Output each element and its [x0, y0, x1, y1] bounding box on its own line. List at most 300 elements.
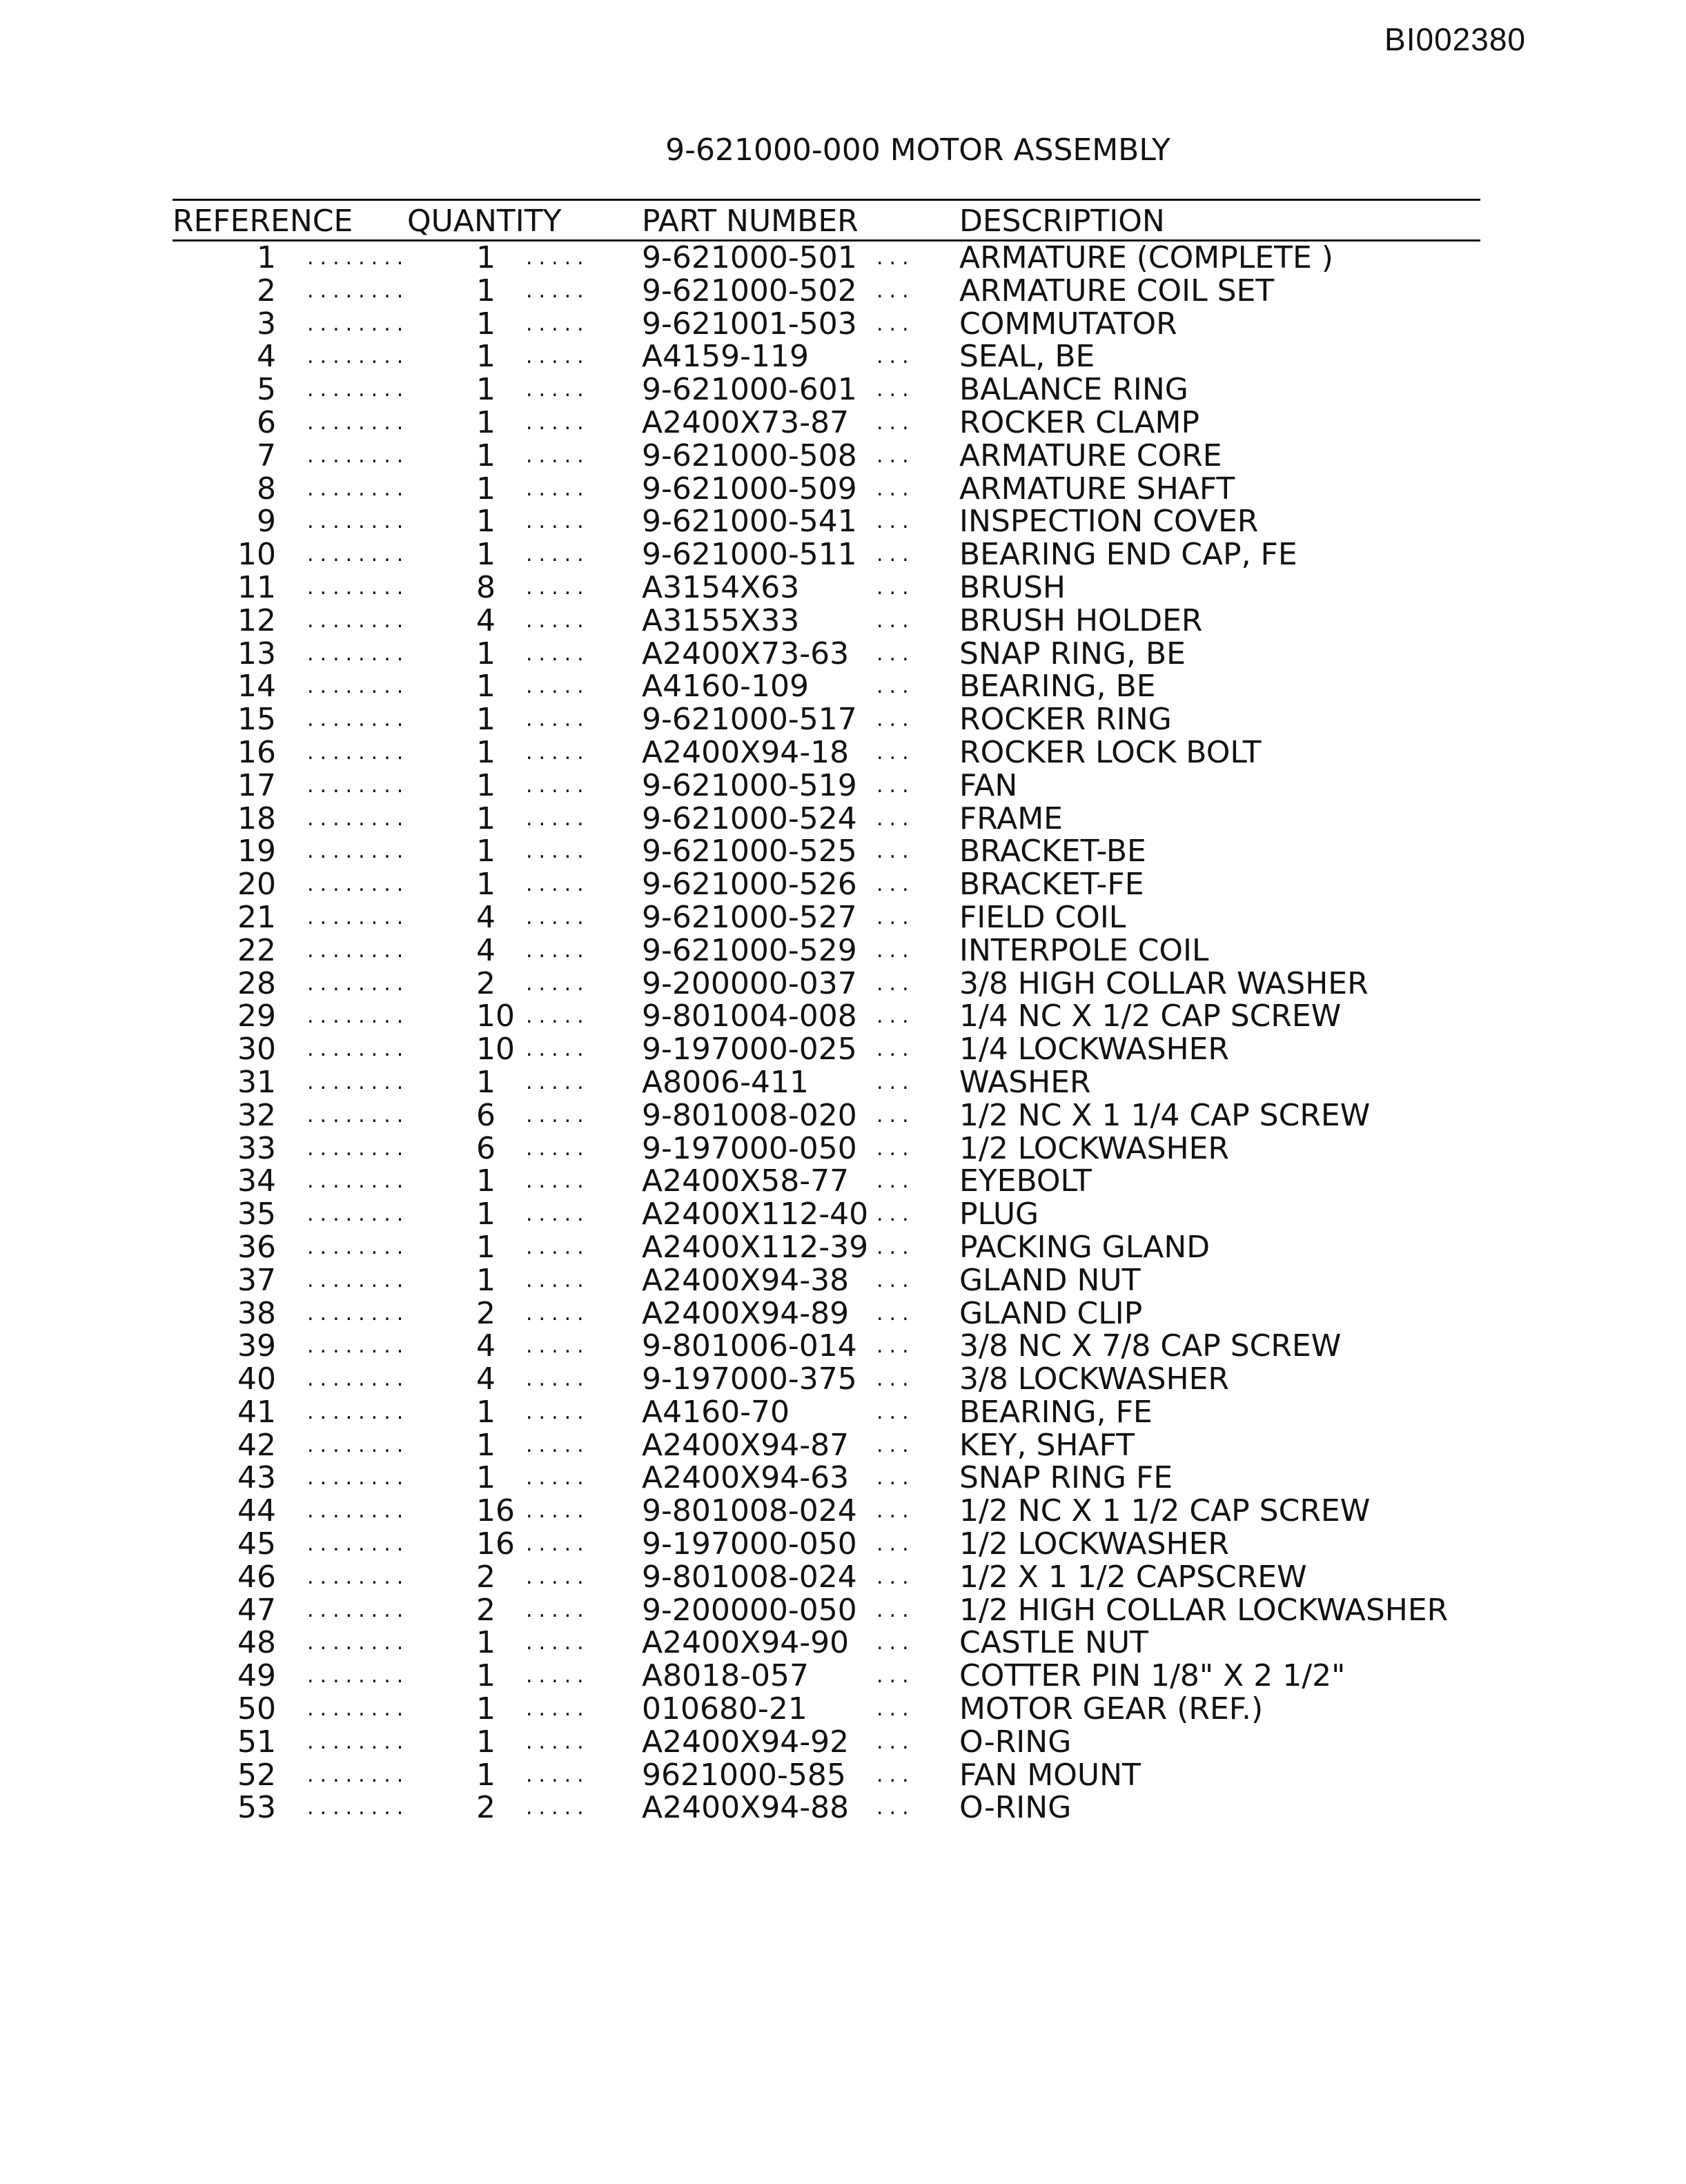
part-number-cell: 9-621000-502 — [642, 273, 857, 308]
part-number-cell: 9-621000-526 — [642, 867, 857, 903]
part-number-cell: 9-621000-527 — [642, 899, 857, 935]
dot-leader: ... — [876, 1664, 915, 1689]
dot-leader: ........ — [307, 1070, 410, 1094]
dot-leader: ..... — [526, 1334, 590, 1359]
reference-cell: 2 — [257, 273, 276, 308]
description-cell: ARMATURE SHAFT — [959, 471, 1235, 506]
reference-cell: 45 — [237, 1526, 276, 1562]
description-cell: ARMATURE CORE — [959, 437, 1222, 473]
table-row — [173, 437, 1480, 473]
dot-leader: ..... — [526, 1466, 590, 1491]
table-row — [173, 373, 1480, 406]
dot-leader: ..... — [526, 542, 590, 567]
quantity-cell: 1 — [476, 734, 496, 770]
reference-cell: 32 — [237, 1097, 276, 1133]
reference-cell: 9 — [257, 504, 276, 540]
part-number-cell: 9-621001-503 — [642, 306, 857, 342]
dot-leader: ..... — [526, 707, 590, 732]
header-reference: REFERENCE — [173, 204, 353, 239]
dot-leader: ..... — [526, 311, 590, 336]
description-cell: 1/4 LOCKWASHER — [959, 1032, 1229, 1068]
dot-leader: ........ — [307, 278, 410, 303]
dot-leader: ... — [876, 311, 915, 336]
table-row — [173, 736, 1480, 769]
dot-leader: ... — [876, 1301, 915, 1326]
description-cell: PACKING GLAND — [959, 1229, 1210, 1265]
dot-leader: ..... — [526, 1136, 590, 1161]
quantity-cell: 2 — [476, 965, 496, 1001]
part-number-cell: 9621000-585 — [642, 1757, 846, 1793]
parts-table — [173, 199, 1480, 1824]
description-cell: FAN — [959, 767, 1018, 803]
table-row — [173, 604, 1480, 638]
quantity-cell: 1 — [476, 1163, 496, 1199]
table-row — [173, 967, 1480, 1001]
table-row — [173, 1297, 1480, 1330]
dot-leader: ..... — [526, 1004, 590, 1029]
description-cell: BALANCE RING — [959, 372, 1188, 408]
description-cell: 3/8 HIGH COLLAR WASHER — [959, 965, 1369, 1001]
description-cell: ROCKER CLAMP — [959, 404, 1199, 440]
description-cell: COTTER PIN 1/8" X 2 1/2" — [959, 1658, 1346, 1694]
quantity-cell: 6 — [476, 1097, 496, 1133]
dot-leader: ........ — [307, 476, 410, 501]
quantity-cell: 1 — [476, 372, 496, 408]
dot-leader: ... — [876, 1433, 915, 1457]
dot-leader: ... — [876, 773, 915, 798]
part-number-cell: A2400X94-87 — [642, 1427, 850, 1463]
description-cell: INSPECTION COVER — [959, 504, 1259, 540]
table-row — [173, 638, 1480, 671]
part-number-cell: A2400X94-92 — [642, 1724, 850, 1760]
header-quantity: QUANTITY — [407, 204, 562, 239]
quantity-cell: 1 — [476, 537, 496, 573]
dot-leader: ... — [876, 1234, 915, 1259]
reference-cell: 38 — [237, 1295, 276, 1331]
reference-cell: 42 — [237, 1427, 276, 1463]
quantity-cell: 16 — [476, 1493, 515, 1529]
part-number-cell: A2400X94-18 — [642, 734, 850, 770]
dot-leader: ........ — [307, 1234, 410, 1259]
dot-leader: ... — [876, 278, 915, 303]
dot-leader: ..... — [526, 344, 590, 369]
table-row — [173, 800, 1480, 836]
quantity-cell: 1 — [476, 1394, 496, 1430]
header-description: DESCRIPTION — [959, 204, 1165, 239]
dot-leader: ..... — [526, 839, 590, 864]
dot-leader: ... — [876, 707, 915, 732]
dot-leader: ........ — [307, 839, 410, 864]
dot-leader: ........ — [307, 1433, 410, 1457]
quantity-cell: 1 — [476, 339, 496, 375]
part-number-cell: A2400X112-40 — [642, 1197, 869, 1232]
quantity-cell: 4 — [476, 602, 496, 638]
description-cell: KEY, SHAFT — [959, 1427, 1135, 1463]
dot-leader: ... — [876, 1334, 915, 1359]
table-row — [173, 1330, 1480, 1363]
dot-leader: ... — [876, 1070, 915, 1094]
description-cell: GLAND NUT — [959, 1262, 1141, 1298]
dot-leader: ..... — [526, 1234, 590, 1259]
dot-leader: ... — [876, 575, 915, 600]
part-number-cell: 9-621000-508 — [642, 437, 857, 473]
dot-leader: ..... — [526, 938, 590, 963]
dot-leader: ... — [876, 1796, 915, 1820]
quantity-cell: 2 — [476, 1295, 496, 1331]
quantity-cell: 4 — [476, 899, 496, 935]
dot-leader: ........ — [307, 707, 410, 732]
dot-leader: ........ — [307, 1004, 410, 1029]
dot-leader: ........ — [307, 1367, 410, 1392]
dot-leader: ..... — [526, 1564, 590, 1589]
part-number-cell: A2400X94-88 — [642, 1790, 850, 1826]
dot-leader: ..... — [526, 1729, 590, 1754]
dot-leader: ........ — [307, 377, 410, 402]
table-row — [173, 505, 1480, 538]
reference-cell: 47 — [237, 1592, 276, 1628]
dot-leader: ..... — [526, 740, 590, 765]
dot-leader: ... — [876, 1268, 915, 1292]
reference-cell: 40 — [237, 1361, 276, 1397]
description-cell: ARMATURE COIL SET — [959, 273, 1275, 308]
dot-leader: ... — [876, 542, 915, 567]
quantity-cell: 1 — [476, 1691, 496, 1727]
description-cell: BRACKET-FE — [959, 867, 1144, 903]
reference-cell: 1 — [257, 240, 276, 275]
description-cell: WASHER — [959, 1064, 1091, 1100]
description-cell: SNAP RING FE — [959, 1460, 1173, 1496]
dot-leader: ........ — [307, 1399, 410, 1424]
dot-leader: ... — [876, 1367, 915, 1392]
dot-leader: ..... — [526, 509, 590, 534]
table-row — [173, 340, 1480, 373]
dot-leader: ..... — [526, 246, 590, 270]
dot-leader: ..... — [526, 1664, 590, 1689]
part-number-cell: 9-621000-509 — [642, 471, 857, 506]
part-number-cell: 9-197000-050 — [642, 1130, 857, 1166]
dot-leader: ... — [876, 1532, 915, 1557]
dot-leader: ... — [876, 1169, 915, 1194]
reference-cell: 30 — [237, 1032, 276, 1068]
dot-leader: ..... — [526, 674, 590, 699]
table-row — [173, 1495, 1480, 1528]
dot-leader: ........ — [307, 905, 410, 929]
quantity-cell: 2 — [476, 1790, 496, 1826]
dot-leader: ..... — [526, 1796, 590, 1820]
table-row — [173, 1231, 1480, 1264]
dot-leader: ..... — [526, 1103, 590, 1128]
dot-leader: ... — [876, 476, 915, 501]
quantity-cell: 4 — [476, 1328, 496, 1364]
table-row — [173, 1429, 1480, 1462]
dot-leader: ........ — [307, 311, 410, 336]
reference-cell: 46 — [237, 1559, 276, 1595]
part-number-cell: 9-621000-501 — [642, 240, 857, 275]
quantity-cell: 6 — [476, 1130, 496, 1166]
quantity-cell: 4 — [476, 932, 496, 968]
quantity-cell: 1 — [476, 306, 496, 342]
dot-leader: ..... — [526, 1301, 590, 1326]
reference-cell: 43 — [237, 1460, 276, 1496]
dot-leader: ..... — [526, 1202, 590, 1227]
description-cell: BEARING, FE — [959, 1394, 1153, 1430]
table-row — [173, 1693, 1480, 1726]
description-cell: 1/2 X 1 1/2 CAPSCREW — [959, 1559, 1307, 1595]
dot-leader: ........ — [307, 938, 410, 963]
dot-leader: ... — [876, 1004, 915, 1029]
dot-leader: ... — [876, 1762, 915, 1787]
description-cell: 1/2 LOCKWASHER — [959, 1526, 1229, 1562]
reference-cell: 48 — [237, 1625, 276, 1661]
dot-leader: ..... — [526, 278, 590, 303]
description-cell: ARMATURE (COMPLETE ) — [959, 240, 1333, 275]
description-cell: PLUG — [959, 1197, 1039, 1232]
dot-leader: ........ — [307, 509, 410, 534]
part-number-cell: 9-621000-511 — [642, 537, 857, 573]
quantity-cell: 1 — [476, 702, 496, 738]
dot-leader: ... — [876, 1466, 915, 1491]
description-cell: 1/2 NC X 1 1/2 CAP SCREW — [959, 1493, 1371, 1529]
reference-cell: 14 — [237, 669, 276, 705]
quantity-cell: 1 — [476, 1724, 496, 1760]
quantity-cell: 1 — [476, 1427, 496, 1463]
dot-leader: ........ — [307, 1202, 410, 1227]
dot-leader: ........ — [307, 410, 410, 435]
quantity-cell: 1 — [476, 404, 496, 440]
quantity-cell: 8 — [476, 569, 496, 605]
part-number-cell: A2400X58-77 — [642, 1163, 850, 1199]
table-row — [173, 1066, 1480, 1099]
reference-cell: 53 — [237, 1790, 276, 1826]
table-header — [173, 199, 1480, 242]
reference-cell: 10 — [237, 537, 276, 573]
dot-leader: ..... — [526, 1697, 590, 1722]
dot-leader: ... — [876, 1564, 915, 1589]
table-row — [173, 308, 1480, 341]
dot-leader: ... — [876, 443, 915, 468]
dot-leader: ........ — [307, 971, 410, 996]
table-row — [173, 275, 1480, 308]
table-row — [173, 703, 1480, 736]
reference-cell: 8 — [257, 471, 276, 506]
table-row — [173, 406, 1480, 440]
table-row — [173, 1726, 1480, 1759]
dot-leader: ... — [876, 1399, 915, 1424]
dot-leader: ........ — [307, 641, 410, 666]
reference-cell: 37 — [237, 1262, 276, 1298]
dot-leader: ... — [876, 1499, 915, 1524]
reference-cell: 28 — [237, 965, 276, 1001]
description-cell: MOTOR GEAR (REF.) — [959, 1691, 1264, 1727]
table-row — [173, 538, 1480, 571]
description-cell: FRAME — [959, 800, 1063, 836]
description-cell: FIELD COIL — [959, 899, 1126, 935]
part-number-cell: 9-621000-529 — [642, 932, 857, 968]
dot-leader: ........ — [307, 1796, 410, 1820]
table-body — [173, 242, 1480, 1824]
dot-leader: ..... — [526, 1070, 590, 1094]
quantity-cell: 1 — [476, 504, 496, 540]
description-cell: 1/4 NC X 1/2 CAP SCREW — [959, 998, 1342, 1034]
part-number-cell: A4160-70 — [642, 1394, 790, 1430]
description-cell: 3/8 LOCKWASHER — [959, 1361, 1229, 1397]
reference-cell: 12 — [237, 602, 276, 638]
reference-cell: 39 — [237, 1328, 276, 1364]
part-number-cell: A8006-411 — [642, 1064, 809, 1100]
reference-cell: 29 — [237, 998, 276, 1034]
dot-leader: ..... — [526, 641, 590, 666]
reference-cell: 33 — [237, 1130, 276, 1166]
reference-cell: 41 — [237, 1394, 276, 1430]
table-row — [173, 1099, 1480, 1132]
table-row — [173, 769, 1480, 803]
quantity-cell: 2 — [476, 1592, 496, 1628]
dot-leader: ..... — [526, 1499, 590, 1524]
part-number-cell: 9-621000-524 — [642, 800, 857, 836]
dot-leader: ... — [876, 1202, 915, 1227]
dot-leader: ..... — [526, 443, 590, 468]
reference-cell: 17 — [237, 767, 276, 803]
table-row — [173, 1462, 1480, 1495]
table-row — [173, 1528, 1480, 1561]
description-cell: 1/2 HIGH COLLAR LOCKWASHER — [959, 1592, 1449, 1628]
quantity-cell: 16 — [476, 1526, 515, 1562]
dot-leader: ... — [876, 410, 915, 435]
reference-cell: 13 — [237, 636, 276, 671]
part-number-cell: 010680-21 — [642, 1691, 807, 1727]
part-number-cell: 9-621000-517 — [642, 702, 857, 738]
quantity-cell: 1 — [476, 1197, 496, 1232]
part-number-cell: 9-200000-050 — [642, 1592, 857, 1628]
dot-leader: ... — [876, 1037, 915, 1062]
reference-cell: 34 — [237, 1163, 276, 1199]
dot-leader: ........ — [307, 1136, 410, 1161]
dot-leader: ........ — [307, 1334, 410, 1359]
dot-leader: ... — [876, 740, 915, 765]
quantity-cell: 1 — [476, 669, 496, 705]
reference-cell: 5 — [257, 372, 276, 408]
table-row — [173, 670, 1480, 703]
quantity-cell: 10 — [476, 998, 515, 1034]
part-number-cell: 9-621000-541 — [642, 504, 857, 540]
quantity-cell: 1 — [476, 767, 496, 803]
description-cell: BRACKET-BE — [959, 834, 1146, 869]
quantity-cell: 2 — [476, 1559, 496, 1595]
part-number-cell: A2400X94-63 — [642, 1460, 850, 1496]
dot-leader: ........ — [307, 1103, 410, 1128]
part-number-cell: A2400X73-87 — [642, 404, 850, 440]
table-row — [173, 1000, 1480, 1033]
dot-leader: ..... — [526, 476, 590, 501]
reference-cell: 44 — [237, 1493, 276, 1529]
part-number-cell: A2400X112-39 — [642, 1229, 869, 1265]
description-cell: CASTLE NUT — [959, 1625, 1148, 1661]
dot-leader: ........ — [307, 1499, 410, 1524]
table-row — [173, 1759, 1480, 1792]
part-number-cell: A4159-119 — [642, 339, 809, 375]
reference-cell: 22 — [237, 932, 276, 968]
part-number-cell: 9-801008-024 — [642, 1559, 857, 1595]
quantity-cell: 1 — [476, 240, 496, 275]
reference-cell: 50 — [237, 1691, 276, 1727]
reference-cell: 18 — [237, 800, 276, 836]
dot-leader: ... — [876, 344, 915, 369]
description-cell: 3/8 NC X 7/8 CAP SCREW — [959, 1328, 1342, 1364]
dot-leader: ..... — [526, 608, 590, 633]
dot-leader: ........ — [307, 575, 410, 600]
part-number-cell: A2400X73-63 — [642, 636, 850, 671]
quantity-cell: 1 — [476, 636, 496, 671]
dot-leader: ... — [876, 839, 915, 864]
reference-cell: 52 — [237, 1757, 276, 1793]
table-row — [173, 1033, 1480, 1066]
part-number-cell: 9-621000-601 — [642, 372, 857, 408]
dot-leader: ..... — [526, 1597, 590, 1622]
description-cell: SEAL, BE — [959, 339, 1095, 375]
table-row — [173, 835, 1480, 868]
reference-cell: 36 — [237, 1229, 276, 1265]
dot-leader: ........ — [307, 1466, 410, 1491]
dot-leader: ... — [876, 938, 915, 963]
description-cell: COMMUTATOR — [959, 306, 1177, 342]
dot-leader: ... — [876, 641, 915, 666]
table-row — [173, 1791, 1480, 1824]
dot-leader: ..... — [526, 575, 590, 600]
quantity-cell: 1 — [476, 273, 496, 308]
table-row — [173, 242, 1480, 275]
dot-leader: ..... — [526, 773, 590, 798]
dot-leader: ... — [876, 1697, 915, 1722]
dot-leader: ..... — [526, 1037, 590, 1062]
reference-cell: 3 — [257, 306, 276, 342]
part-number-cell: A2400X94-90 — [642, 1625, 850, 1661]
description-cell: 1/2 LOCKWASHER — [959, 1130, 1229, 1166]
table-row — [173, 571, 1480, 604]
dot-leader: ........ — [307, 1268, 410, 1292]
dot-leader: ... — [876, 377, 915, 402]
part-number-cell: 9-200000-037 — [642, 965, 857, 1001]
table-row — [173, 1626, 1480, 1660]
quantity-cell: 1 — [476, 1262, 496, 1298]
part-number-cell: A8018-057 — [642, 1658, 809, 1694]
quantity-cell: 4 — [476, 1361, 496, 1397]
dot-leader: ... — [876, 806, 915, 831]
dot-leader: ... — [876, 608, 915, 633]
quantity-cell: 1 — [476, 1064, 496, 1100]
part-number-cell: 9-801008-020 — [642, 1097, 857, 1133]
document-id: BI002380 — [1384, 21, 1526, 57]
reference-cell: 21 — [237, 899, 276, 935]
dot-leader: ........ — [307, 246, 410, 270]
quantity-cell: 1 — [476, 867, 496, 903]
part-number-cell: 9-197000-375 — [642, 1361, 857, 1397]
dot-leader: ..... — [526, 971, 590, 996]
dot-leader: ..... — [526, 1169, 590, 1194]
dot-leader: ..... — [526, 377, 590, 402]
part-number-cell: A4160-109 — [642, 669, 809, 705]
dot-leader: ..... — [526, 1631, 590, 1655]
description-cell: O-RING — [959, 1790, 1072, 1826]
header-part-number: PART NUMBER — [642, 204, 859, 239]
dot-leader: ... — [876, 971, 915, 996]
dot-leader: ..... — [526, 1268, 590, 1292]
description-cell: 1/2 NC X 1 1/4 CAP SCREW — [959, 1097, 1371, 1133]
quantity-cell: 1 — [476, 1658, 496, 1694]
description-cell: O-RING — [959, 1724, 1072, 1760]
table-row — [173, 934, 1480, 967]
dot-leader: ........ — [307, 872, 410, 897]
description-cell: BRUSH — [959, 569, 1066, 605]
